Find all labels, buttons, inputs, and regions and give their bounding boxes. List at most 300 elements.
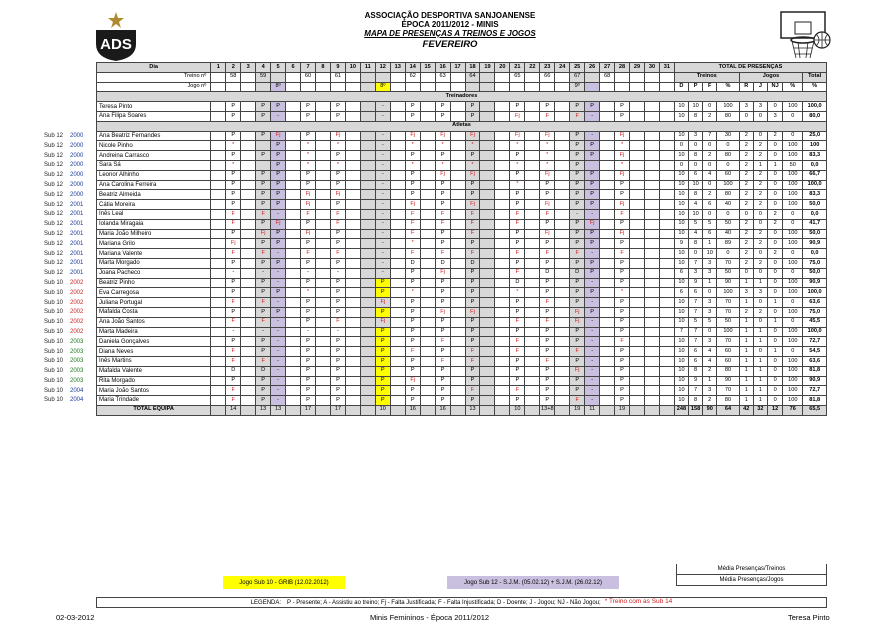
sub-label: Sub 10 xyxy=(44,338,64,345)
stat-cell: 10 xyxy=(674,298,688,308)
attendance-cell xyxy=(316,258,331,268)
attendance-cell xyxy=(659,317,674,327)
attendance-cell xyxy=(480,356,495,366)
person-name: Andreina Carrasco xyxy=(97,151,211,161)
attendance-cell xyxy=(495,102,510,112)
athlete-row xyxy=(97,307,827,317)
stat-cell: 1 xyxy=(739,366,753,376)
attendance-cell xyxy=(600,327,615,337)
attendance-cell xyxy=(390,356,405,366)
attendance-cell xyxy=(211,278,226,288)
attendance-cell: - xyxy=(271,366,286,376)
day-number: 28 xyxy=(615,63,630,73)
person-name: Eva Carregosa xyxy=(97,288,211,298)
attendance-cell xyxy=(450,278,465,288)
stat-cell: 0 xyxy=(674,160,688,170)
attendance-cell: F xyxy=(256,298,271,308)
attendance-cell: D xyxy=(405,258,420,268)
attendance-cell xyxy=(600,396,615,406)
attendance-cell: * xyxy=(301,160,316,170)
attendance-cell xyxy=(600,131,615,141)
attendance-cell xyxy=(390,347,405,357)
attendance-cell xyxy=(211,229,226,239)
attendance-cell xyxy=(525,239,540,249)
athlete-row xyxy=(97,327,827,337)
stat-cell: 90,9 xyxy=(803,239,827,249)
birth-year: 2002 xyxy=(70,279,84,286)
stat-cell: 6 xyxy=(674,268,688,278)
attendance-cell xyxy=(450,141,465,151)
attendance-cell xyxy=(390,337,405,347)
attendance-cell: F xyxy=(330,209,345,219)
jogo-sub10-box: Jogo Sub 10 - GRIB (12.02.2012) xyxy=(223,576,345,589)
day-number: 3 xyxy=(241,63,256,73)
attendance-cell: F xyxy=(570,249,585,259)
attendance-cell xyxy=(241,347,256,357)
attendance-cell: P xyxy=(540,376,555,386)
attendance-cell xyxy=(644,151,659,161)
stat-cell: 3 xyxy=(739,288,753,298)
stat-cell: 2 xyxy=(767,131,782,141)
stat-cell: 100 xyxy=(783,386,803,396)
attendance-cell xyxy=(630,278,645,288)
attendance-cell xyxy=(286,307,301,317)
attendance-cell xyxy=(495,396,510,406)
attendance-cell: - xyxy=(375,229,390,239)
stat-cell: 9 xyxy=(689,376,703,386)
total-equipa-label: TOTAL EQUIPA xyxy=(97,405,211,415)
attendance-cell: Fj xyxy=(540,229,555,239)
attendance-cell: P xyxy=(375,396,390,406)
attendance-cell xyxy=(241,111,256,121)
stat-cell: 0 xyxy=(703,288,717,298)
legend-items: P - Presente; A - Assistiu ao treino; Fj - Falta Justificada; F - Falta Injustificada; D - Doente; J - Jogou; NJ - Não Jogou; xyxy=(287,599,601,606)
stat-cell: 0 xyxy=(767,396,782,406)
person-name: Juliana Portugal xyxy=(97,298,211,308)
attendance-cell xyxy=(644,219,659,229)
attendance-cell xyxy=(211,102,226,112)
attendance-cell: F xyxy=(435,249,450,259)
attendance-cell: * xyxy=(405,288,420,298)
attendance-cell: F xyxy=(510,337,525,347)
stat-cell: 10 xyxy=(674,200,688,210)
stat-cell: 0 xyxy=(717,209,739,219)
person-name: Marta Madeira xyxy=(97,327,211,337)
stat-cell: 10 xyxy=(674,180,688,190)
attendance-cell: - xyxy=(226,327,241,337)
stat-cell: 70 xyxy=(717,386,739,396)
attendance-cell: P xyxy=(256,151,271,161)
attendance-cell: P xyxy=(435,111,450,121)
attendance-cell xyxy=(600,151,615,161)
total-day: 13 xyxy=(271,405,286,415)
total-stat: 90 xyxy=(703,405,717,415)
attendance-cell: Fj xyxy=(375,317,390,327)
stat-cell: 1 xyxy=(753,366,767,376)
attendance-cell xyxy=(420,337,435,347)
attendance-cell xyxy=(420,111,435,121)
stat-cell: 100 xyxy=(803,141,827,151)
attendance-cell: P xyxy=(465,288,480,298)
sub-label: Sub 12 xyxy=(44,152,64,159)
attendance-cell: P xyxy=(540,307,555,317)
attendance-cell xyxy=(360,386,375,396)
attendance-cell: P xyxy=(375,376,390,386)
ads-logo-icon xyxy=(92,10,140,62)
athlete-row xyxy=(97,229,827,239)
jogo-number xyxy=(256,82,271,92)
day-number: 2 xyxy=(226,63,241,73)
attendance-cell: F xyxy=(226,209,241,219)
stat-cell: 50 xyxy=(717,268,739,278)
stat-cell: 100 xyxy=(783,356,803,366)
attendance-cell: - xyxy=(375,102,390,112)
attendance-cell xyxy=(525,131,540,141)
attendance-cell xyxy=(241,298,256,308)
stat-cell: 2 xyxy=(739,258,753,268)
stat-header: F xyxy=(703,82,717,92)
day-number: 15 xyxy=(420,63,435,73)
stat-cell: 1 xyxy=(739,376,753,386)
attendance-cell: Fj xyxy=(271,131,286,141)
attendance-cell: P xyxy=(256,347,271,357)
attendance-cell xyxy=(241,278,256,288)
sub-label: Sub 10 xyxy=(44,319,64,326)
attendance-cell xyxy=(495,170,510,180)
stat-cell: 0 xyxy=(753,298,767,308)
attendance-cell xyxy=(345,258,360,268)
day-number: 22 xyxy=(525,63,540,73)
attendance-cell xyxy=(659,200,674,210)
stat-cell: 1 xyxy=(739,356,753,366)
attendance-cell xyxy=(630,317,645,327)
stat-cell: 0 xyxy=(767,366,782,376)
treino-number: 58 xyxy=(226,72,241,82)
attendance-cell xyxy=(450,209,465,219)
treino-number xyxy=(585,72,600,82)
birth-year: 2001 xyxy=(70,201,84,208)
stat-cell: 2 xyxy=(753,239,767,249)
attendance-cell: P xyxy=(570,327,585,337)
attendance-cell: F xyxy=(570,396,585,406)
attendance-cell xyxy=(316,347,331,357)
day-number: 25 xyxy=(570,63,585,73)
attendance-cell xyxy=(525,356,540,366)
attendance-cell xyxy=(420,376,435,386)
stat-cell: 3 xyxy=(689,131,703,141)
attendance-cell: * xyxy=(405,160,420,170)
attendance-cell: P xyxy=(301,239,316,249)
attendance-cell: F xyxy=(226,386,241,396)
attendance-cell: P xyxy=(405,307,420,317)
attendance-cell: P xyxy=(540,327,555,337)
attendance-cell xyxy=(630,160,645,170)
attendance-cell xyxy=(360,356,375,366)
attendance-cell: F xyxy=(465,229,480,239)
attendance-cell: P xyxy=(226,258,241,268)
stat-cell: 100 xyxy=(717,180,739,190)
stat-cell: 100 xyxy=(783,278,803,288)
athlete-row xyxy=(97,160,827,170)
attendance-cell: P xyxy=(271,307,286,317)
stat-cell: 3 xyxy=(739,102,753,112)
attendance-cell: - xyxy=(375,258,390,268)
attendance-cell: Fj xyxy=(570,307,585,317)
stat-header: D xyxy=(674,82,688,92)
attendance-cell: P xyxy=(226,307,241,317)
attendance-cell xyxy=(659,366,674,376)
sub-label: Sub 10 xyxy=(44,279,64,286)
stat-cell: 0 xyxy=(783,249,803,259)
stat-cell: 10 xyxy=(674,258,688,268)
attendance-cell: Fj xyxy=(301,200,316,210)
attendance-cell xyxy=(630,229,645,239)
stat-cell: 100 xyxy=(717,327,739,337)
sub-label: Sub 12 xyxy=(44,240,64,247)
total-stat: 12 xyxy=(767,405,782,415)
attendance-cell xyxy=(480,278,495,288)
stat-cell: 72,7 xyxy=(803,337,827,347)
treino-number xyxy=(615,72,630,82)
treino-number: 59 xyxy=(256,72,271,82)
attendance-cell: Fj xyxy=(330,190,345,200)
person-name: Diana Neves xyxy=(97,347,211,357)
attendance-cell: F xyxy=(405,347,420,357)
attendance-cell: F xyxy=(510,249,525,259)
attendance-cell: P xyxy=(330,102,345,112)
treino-number xyxy=(480,72,495,82)
attendance-cell xyxy=(525,151,540,161)
attendance-cell: P xyxy=(256,258,271,268)
attendance-cell xyxy=(316,111,331,121)
attendance-cell xyxy=(286,219,301,229)
stat-cell: 100 xyxy=(783,258,803,268)
attendance-cell xyxy=(211,356,226,366)
stat-cell: 2 xyxy=(753,151,767,161)
attendance-cell: P xyxy=(271,239,286,249)
attendance-cell xyxy=(286,298,301,308)
attendance-cell xyxy=(345,131,360,141)
total-day xyxy=(316,405,331,415)
attendance-cell: - xyxy=(271,111,286,121)
attendance-cell xyxy=(644,327,659,337)
sub-label: Sub 12 xyxy=(44,162,64,169)
stat-cell: 83,3 xyxy=(803,190,827,200)
stat-cell: 0 xyxy=(767,386,782,396)
attendance-cell xyxy=(450,170,465,180)
attendance-cell xyxy=(659,239,674,249)
attendance-cell xyxy=(450,317,465,327)
attendance-cell xyxy=(420,151,435,161)
attendance-cell: P xyxy=(465,337,480,347)
attendance-cell xyxy=(316,327,331,337)
treino-number xyxy=(390,72,405,82)
attendance-cell: P xyxy=(570,190,585,200)
attendance-cell xyxy=(390,327,405,337)
attendance-cell xyxy=(345,249,360,259)
attendance-cell: P xyxy=(540,278,555,288)
attendance-cell xyxy=(555,239,570,249)
attendance-cell xyxy=(600,298,615,308)
attendance-cell xyxy=(525,396,540,406)
legend-label: LEGENDA: xyxy=(250,599,282,606)
attendance-cell: P xyxy=(330,337,345,347)
stat-cell: 3 xyxy=(767,111,782,121)
attendance-cell: F xyxy=(301,249,316,259)
jogo-number xyxy=(659,82,674,92)
attendance-cell: P xyxy=(256,219,271,229)
day-header-row xyxy=(97,63,827,73)
attendance-cell xyxy=(390,141,405,151)
stat-cell: 0,0 xyxy=(803,160,827,170)
attendance-cell xyxy=(600,347,615,357)
attendance-cell xyxy=(630,111,645,121)
stat-cell: 0 xyxy=(767,200,782,210)
attendance-cell xyxy=(644,288,659,298)
attendance-cell xyxy=(211,396,226,406)
stat-cell: 10 xyxy=(674,366,688,376)
stat-cell: 100,0 xyxy=(803,327,827,337)
attendance-cell xyxy=(241,131,256,141)
attendance-cell xyxy=(345,111,360,121)
treino-number: 62 xyxy=(405,72,420,82)
attendance-cell xyxy=(480,366,495,376)
stat-cell: 0 xyxy=(767,337,782,347)
attendance-cell xyxy=(600,190,615,200)
birth-year: 2001 xyxy=(70,270,84,277)
attendance-cell xyxy=(390,200,405,210)
attendance-cell xyxy=(420,131,435,141)
attendance-cell: P xyxy=(301,347,316,357)
stat-cell: 1 xyxy=(739,298,753,308)
stat-cell: 50 xyxy=(717,219,739,229)
attendance-cell xyxy=(450,396,465,406)
day-number: 9 xyxy=(330,63,345,73)
attendance-cell xyxy=(211,366,226,376)
stat-header: J xyxy=(753,82,767,92)
attendance-cell xyxy=(644,366,659,376)
stat-cell: 100 xyxy=(783,190,803,200)
attendance-cell: P xyxy=(435,396,450,406)
attendance-cell xyxy=(644,200,659,210)
attendance-cell xyxy=(555,249,570,259)
attendance-cell xyxy=(495,239,510,249)
athlete-side-label xyxy=(44,153,94,159)
attendance-cell: P xyxy=(375,327,390,337)
attendance-cell xyxy=(360,347,375,357)
attendance-cell xyxy=(480,180,495,190)
total-stat: 42 xyxy=(739,405,753,415)
treino-row xyxy=(97,72,827,82)
attendance-cell: - xyxy=(375,239,390,249)
attendance-cell xyxy=(644,111,659,121)
attendance-cell: * xyxy=(301,151,316,161)
attendance-cell xyxy=(480,288,495,298)
stat-cell: 2 xyxy=(739,249,753,259)
attendance-cell xyxy=(316,209,331,219)
jogo-number xyxy=(465,82,480,92)
attendance-cell: P xyxy=(301,386,316,396)
day-number: 12 xyxy=(375,63,390,73)
stat-cell: 0 xyxy=(783,268,803,278)
attendance-cell: Fj xyxy=(540,170,555,180)
attendance-cell xyxy=(450,102,465,112)
jogo-number xyxy=(211,82,226,92)
attendance-cell: Fj xyxy=(615,170,630,180)
stat-cell: 1 xyxy=(703,376,717,386)
attendance-cell xyxy=(555,190,570,200)
total-day: 17 xyxy=(301,405,316,415)
stat-cell: 66,7 xyxy=(803,170,827,180)
attendance-cell: F xyxy=(256,249,271,259)
attendance-cell: F xyxy=(465,386,480,396)
attendance-cell: P xyxy=(271,160,286,170)
attendance-cell xyxy=(555,200,570,210)
birth-year: 2002 xyxy=(70,299,84,306)
attendance-cell: P xyxy=(226,102,241,112)
stat-cell: 0 xyxy=(783,298,803,308)
attendance-cell: P xyxy=(435,200,450,210)
attendance-cell: P xyxy=(615,396,630,406)
attendance-cell: P xyxy=(465,327,480,337)
attendance-cell xyxy=(525,170,540,180)
attendance-cell xyxy=(555,317,570,327)
trainer-row xyxy=(97,102,827,112)
attendance-cell xyxy=(241,396,256,406)
stat-cell: 0 xyxy=(767,229,782,239)
attendance-cell xyxy=(450,307,465,317)
attendance-cell xyxy=(286,209,301,219)
attendance-cell xyxy=(630,396,645,406)
stat-cell: 100 xyxy=(717,102,739,112)
attendance-cell: P xyxy=(570,102,585,112)
stat-cell: 75,0 xyxy=(803,307,827,317)
attendance-cell: P xyxy=(330,307,345,317)
attendance-cell xyxy=(360,170,375,180)
treino-number xyxy=(659,72,674,82)
attendance-cell xyxy=(316,131,331,141)
attendance-cell: - xyxy=(585,249,600,259)
attendance-cell: P xyxy=(226,170,241,180)
attendance-cell xyxy=(360,366,375,376)
attendance-cell: Fj xyxy=(226,239,241,249)
treino-number xyxy=(525,72,540,82)
attendance-cell xyxy=(659,278,674,288)
birth-year: 2001 xyxy=(70,240,84,247)
attendance-cell: P xyxy=(570,160,585,170)
person-name: Mafalda Costa xyxy=(97,307,211,317)
attendance-cell xyxy=(345,102,360,112)
person-name: Maria João Santos xyxy=(97,386,211,396)
attendance-cell xyxy=(630,131,645,141)
treino-number xyxy=(271,72,286,82)
stat-cell: 0 xyxy=(783,131,803,141)
attendance-cell: F xyxy=(465,209,480,219)
attendance-cell xyxy=(480,200,495,210)
attendance-cell xyxy=(360,337,375,347)
stat-cell: 2 xyxy=(767,209,782,219)
stat-cell: 10 xyxy=(674,229,688,239)
attendance-cell xyxy=(644,278,659,288)
attendance-cell: P xyxy=(540,347,555,357)
attendance-cell xyxy=(659,111,674,121)
attendance-cell xyxy=(360,258,375,268)
attendance-cell: P xyxy=(570,131,585,141)
athlete-row xyxy=(97,396,827,406)
attendance-cell xyxy=(316,386,331,396)
attendance-cell: P xyxy=(540,258,555,268)
attendance-cell: Fj xyxy=(585,219,600,229)
